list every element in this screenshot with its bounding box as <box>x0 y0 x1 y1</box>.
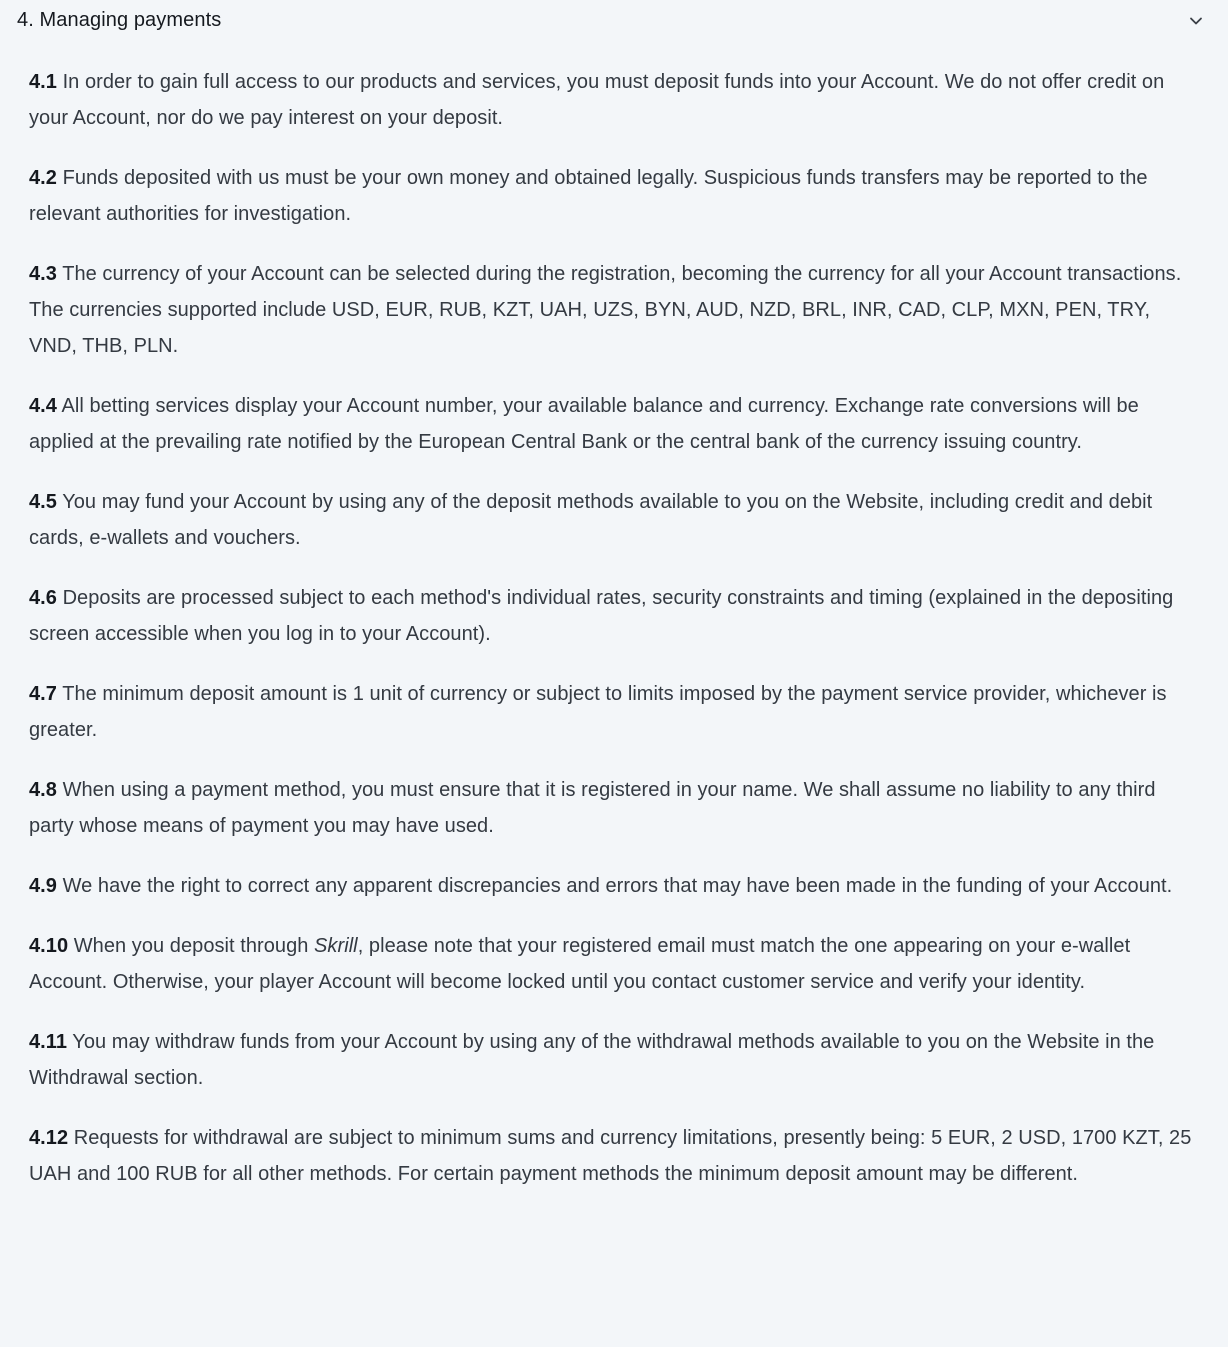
clause-text: Deposits are processed subject to each method's individual rates, security constraints and timing (explained in the depositing screen accessible when you log in to your Account). <box>29 587 1174 645</box>
clause <box>29 772 1201 844</box>
clause-number: 4.12 <box>29 1127 69 1149</box>
clause-text: In order to gain full access to our products and services, you must deposit funds into your Account. We do not offer credit on your Account, nor do we pay interest on your deposit. <box>29 71 1165 129</box>
clause <box>29 1120 1201 1192</box>
clause <box>29 928 1201 1000</box>
clause-text: We have the right to correct any apparent discrepancies and errors that may have been made in the funding of your Account. <box>62 875 1173 897</box>
clause <box>29 64 1201 136</box>
clause-emphasis-skrill: Skrill <box>314 935 358 957</box>
clause-number: 4.3 <box>29 263 57 285</box>
clause-text: The currency of your Account can be selected during the registration, becoming the currency for all your Account transactions. The currencies supported include USD, EUR, RUB, KZT, UAH, UZS, BYN, AUD, NZD, BRL, INR, CAD, CLP, MXN, PEN, TRY, VND, THB, PLN. <box>29 263 1182 357</box>
clause-text: All betting services display your Account number, your available balance and currency. Exchange rate conversions will be applied at the prevailing rate notified by the European Central Bank or the central bank of the currency issuing country. <box>29 395 1139 453</box>
clause <box>29 160 1201 232</box>
clause-number: 4.5 <box>29 491 57 513</box>
clause-text: You may fund your Account by using any of the deposit methods available to you on the Website, including credit and debit cards, e-wallets and vouchers. <box>29 491 1153 549</box>
clause-text: When using a payment method, you must ensure that it is registered in your name. We shall assume no liability to any third party whose means of payment you may have used. <box>29 779 1156 837</box>
clause-number: 4.9 <box>29 875 57 897</box>
clause <box>29 580 1201 652</box>
clause-number: 4.7 <box>29 683 57 705</box>
section-header-toggle[interactable] <box>0 0 1228 42</box>
clause <box>29 256 1201 364</box>
section-title: 4. Managing payments <box>17 8 222 31</box>
clause-number: 4.10 <box>29 935 69 957</box>
section-content <box>29 64 1201 1216</box>
clause <box>29 484 1201 556</box>
clause <box>29 676 1201 748</box>
clause-text: Requests for withdrawal are subject to minimum sums and currency limitations, presently being: 5 EUR, 2 USD, 1700 KZT, 25 UAH and 100 RUB for all other methods. For certain payment methods the minimum deposit amount may be different. <box>29 1127 1192 1185</box>
clause-text: The minimum deposit amount is 1 unit of currency or subject to limits imposed by the payment service provider, whichever is greater. <box>29 683 1167 741</box>
clause-number: 4.11 <box>29 1031 68 1053</box>
clause-number: 4.4 <box>29 395 57 417</box>
clause-text-before: When you deposit through <box>73 935 315 957</box>
clause-number: 4.1 <box>29 71 57 93</box>
clause-number: 4.2 <box>29 167 57 189</box>
clause-text: Funds deposited with us must be your own money and obtained legally. Suspicious funds transfers may be reported to the relevant authorities for investigation. <box>29 167 1148 225</box>
clause <box>29 1024 1201 1096</box>
clause-number: 4.6 <box>29 587 57 609</box>
clause-number: 4.8 <box>29 779 57 801</box>
clause-text-after: , please note that your registered email must match the one appearing on your e-wallet Account. Otherwise, your player Account will become locked until you contact customer service and verify your identity. <box>29 935 1131 993</box>
clause <box>29 868 1201 904</box>
clause-text: You may withdraw funds from your Account by using any of the withdrawal methods available to you on the Website in the Withdrawal section. <box>29 1031 1155 1089</box>
clause <box>29 388 1201 460</box>
chevron-down-icon[interactable] <box>1188 13 1204 29</box>
